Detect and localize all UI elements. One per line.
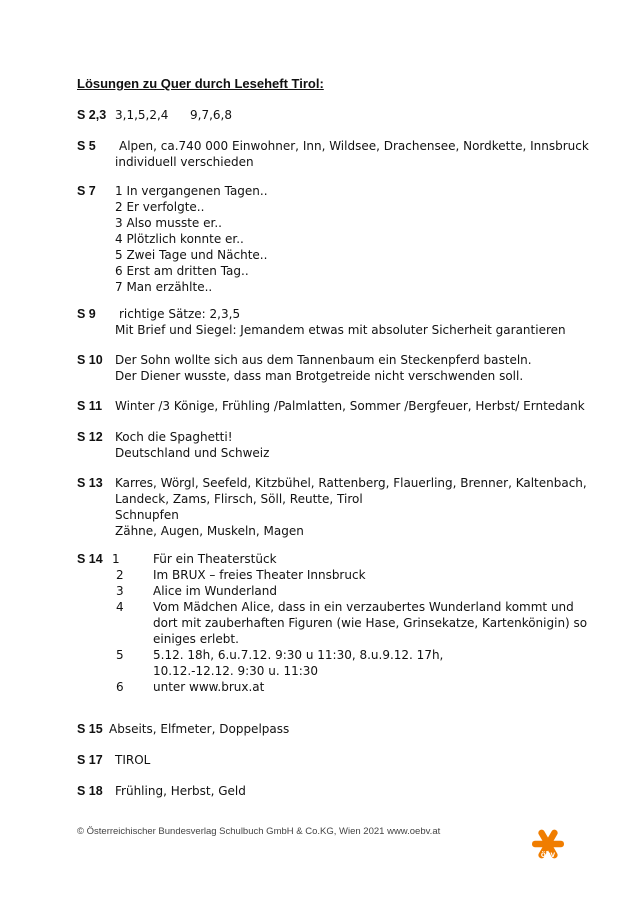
answer-line: richtige Sätze: 2,3,5 (119, 307, 241, 321)
answer-line: dort mit zauberhaften Figuren (wie Hase, Grinsekatze, Kartenkönigin) so (153, 616, 588, 630)
answer-line: Alpen, ca.740 000 Einwohner, Inn, Wildsee, Drachensee, Nordkette, Innsbruck (119, 139, 589, 153)
item-number: 1 (112, 552, 120, 566)
answer-line: unter www.brux.at (153, 680, 265, 694)
answer-line: Landeck, Zams, Flirsch, Söll, Reutte, Tirol (115, 492, 363, 506)
section-label: S 12 (77, 430, 103, 444)
answer-line: 10.12.-12.12. 9:30 u. 11:30 (153, 664, 319, 678)
answer-line: Der Diener wusste, dass man Brotgetreide nicht verschwenden soll. (115, 369, 524, 383)
answer-line: Frühling, Herbst, Geld (115, 784, 246, 798)
answer-line: Karres, Wörgl, Seefeld, Kitzbühel, Rattenberg, Flauerling, Brenner, Kaltenbach, (115, 476, 587, 490)
item-number: 3 (116, 584, 124, 598)
page-title: Lösungen zu Quer durch Leseheft Tirol: (77, 76, 324, 91)
logo-center (543, 839, 553, 849)
answer-line: 2 Er verfolgte.. (115, 200, 205, 214)
answer-line: Abseits, Elfmeter, Doppelpass (109, 722, 290, 736)
section-label: S 17 (77, 753, 103, 767)
answer-line: Vom Mädchen Alice, dass in ein verzaubertes Wunderland kommt und (153, 600, 574, 614)
answer-line: 3 Also musste er.. (115, 216, 222, 230)
answer-line: Im BRUX – freies Theater Innsbruck (153, 568, 366, 582)
answer-line: Koch die Spaghetti! (115, 430, 233, 444)
answer-line: Der Sohn wollte sich aus dem Tannenbaum ein Steckenpferd basteln. (115, 353, 532, 367)
answer-line: 6 Erst am dritten Tag.. (115, 264, 249, 278)
answer-order-b: 9,7,6,8 (190, 108, 232, 122)
section-label: S 13 (77, 476, 103, 490)
answer-line: einiges erlebt. (153, 632, 239, 646)
answer-line: Deutschland und Schweiz (115, 446, 270, 460)
answer-line: individuell verschieden (115, 155, 254, 169)
answer-line: Zähne, Augen, Muskeln, Magen (115, 524, 304, 538)
section-label: S 10 (77, 353, 103, 367)
section-label: S 14 (77, 552, 103, 566)
answer-line: 5.12. 18h, 6.u.7.12. 9:30 u 11:30, 8.u.9.12. 17h, (153, 648, 444, 662)
answer-line: 4 Plötzlich konnte er.. (115, 232, 244, 246)
section-label: S 7 (77, 184, 96, 198)
answer-line: 5 Zwei Tage und Nächte.. (115, 248, 268, 262)
answer-line: Mit Brief und Siegel: Jemandem etwas mit absoluter Sicherheit garantieren (115, 323, 566, 337)
section-label: S 5 (77, 139, 96, 153)
oebv-logo (530, 826, 566, 862)
answer-line: Schnupfen (115, 508, 179, 522)
answer-line: Winter /3 Könige, Frühling /Palmlatten, Sommer /Bergfeuer, Herbst/ Erntedank (115, 399, 585, 413)
answer-line: 1 In vergangenen Tagen.. (115, 184, 268, 198)
item-number: 4 (116, 600, 124, 614)
answer-line: Alice im Wunderland (153, 584, 278, 598)
answer-line: 7 Man erzählte.. (115, 280, 213, 294)
copyright-footer: © Österreichischer Bundesverlag Schulbuch GmbH & Co.KG, Wien 2021 www.oebv.at (77, 826, 441, 837)
item-number: 2 (116, 568, 124, 582)
section-label: S 11 (77, 399, 103, 413)
section-label: S 9 (77, 307, 96, 321)
item-number: 6 (116, 680, 124, 694)
answer-order-a: 3,1,5,2,4 (115, 108, 169, 122)
answer-line: Für ein Theaterstück (153, 552, 277, 566)
section-label: S 18 (77, 784, 103, 798)
item-number: 5 (116, 648, 124, 662)
answer-line: TIROL (115, 753, 151, 767)
logo-text: öbv (540, 850, 556, 859)
section-label: S 15 (77, 722, 103, 736)
section-label: S 2,3 (77, 108, 107, 122)
